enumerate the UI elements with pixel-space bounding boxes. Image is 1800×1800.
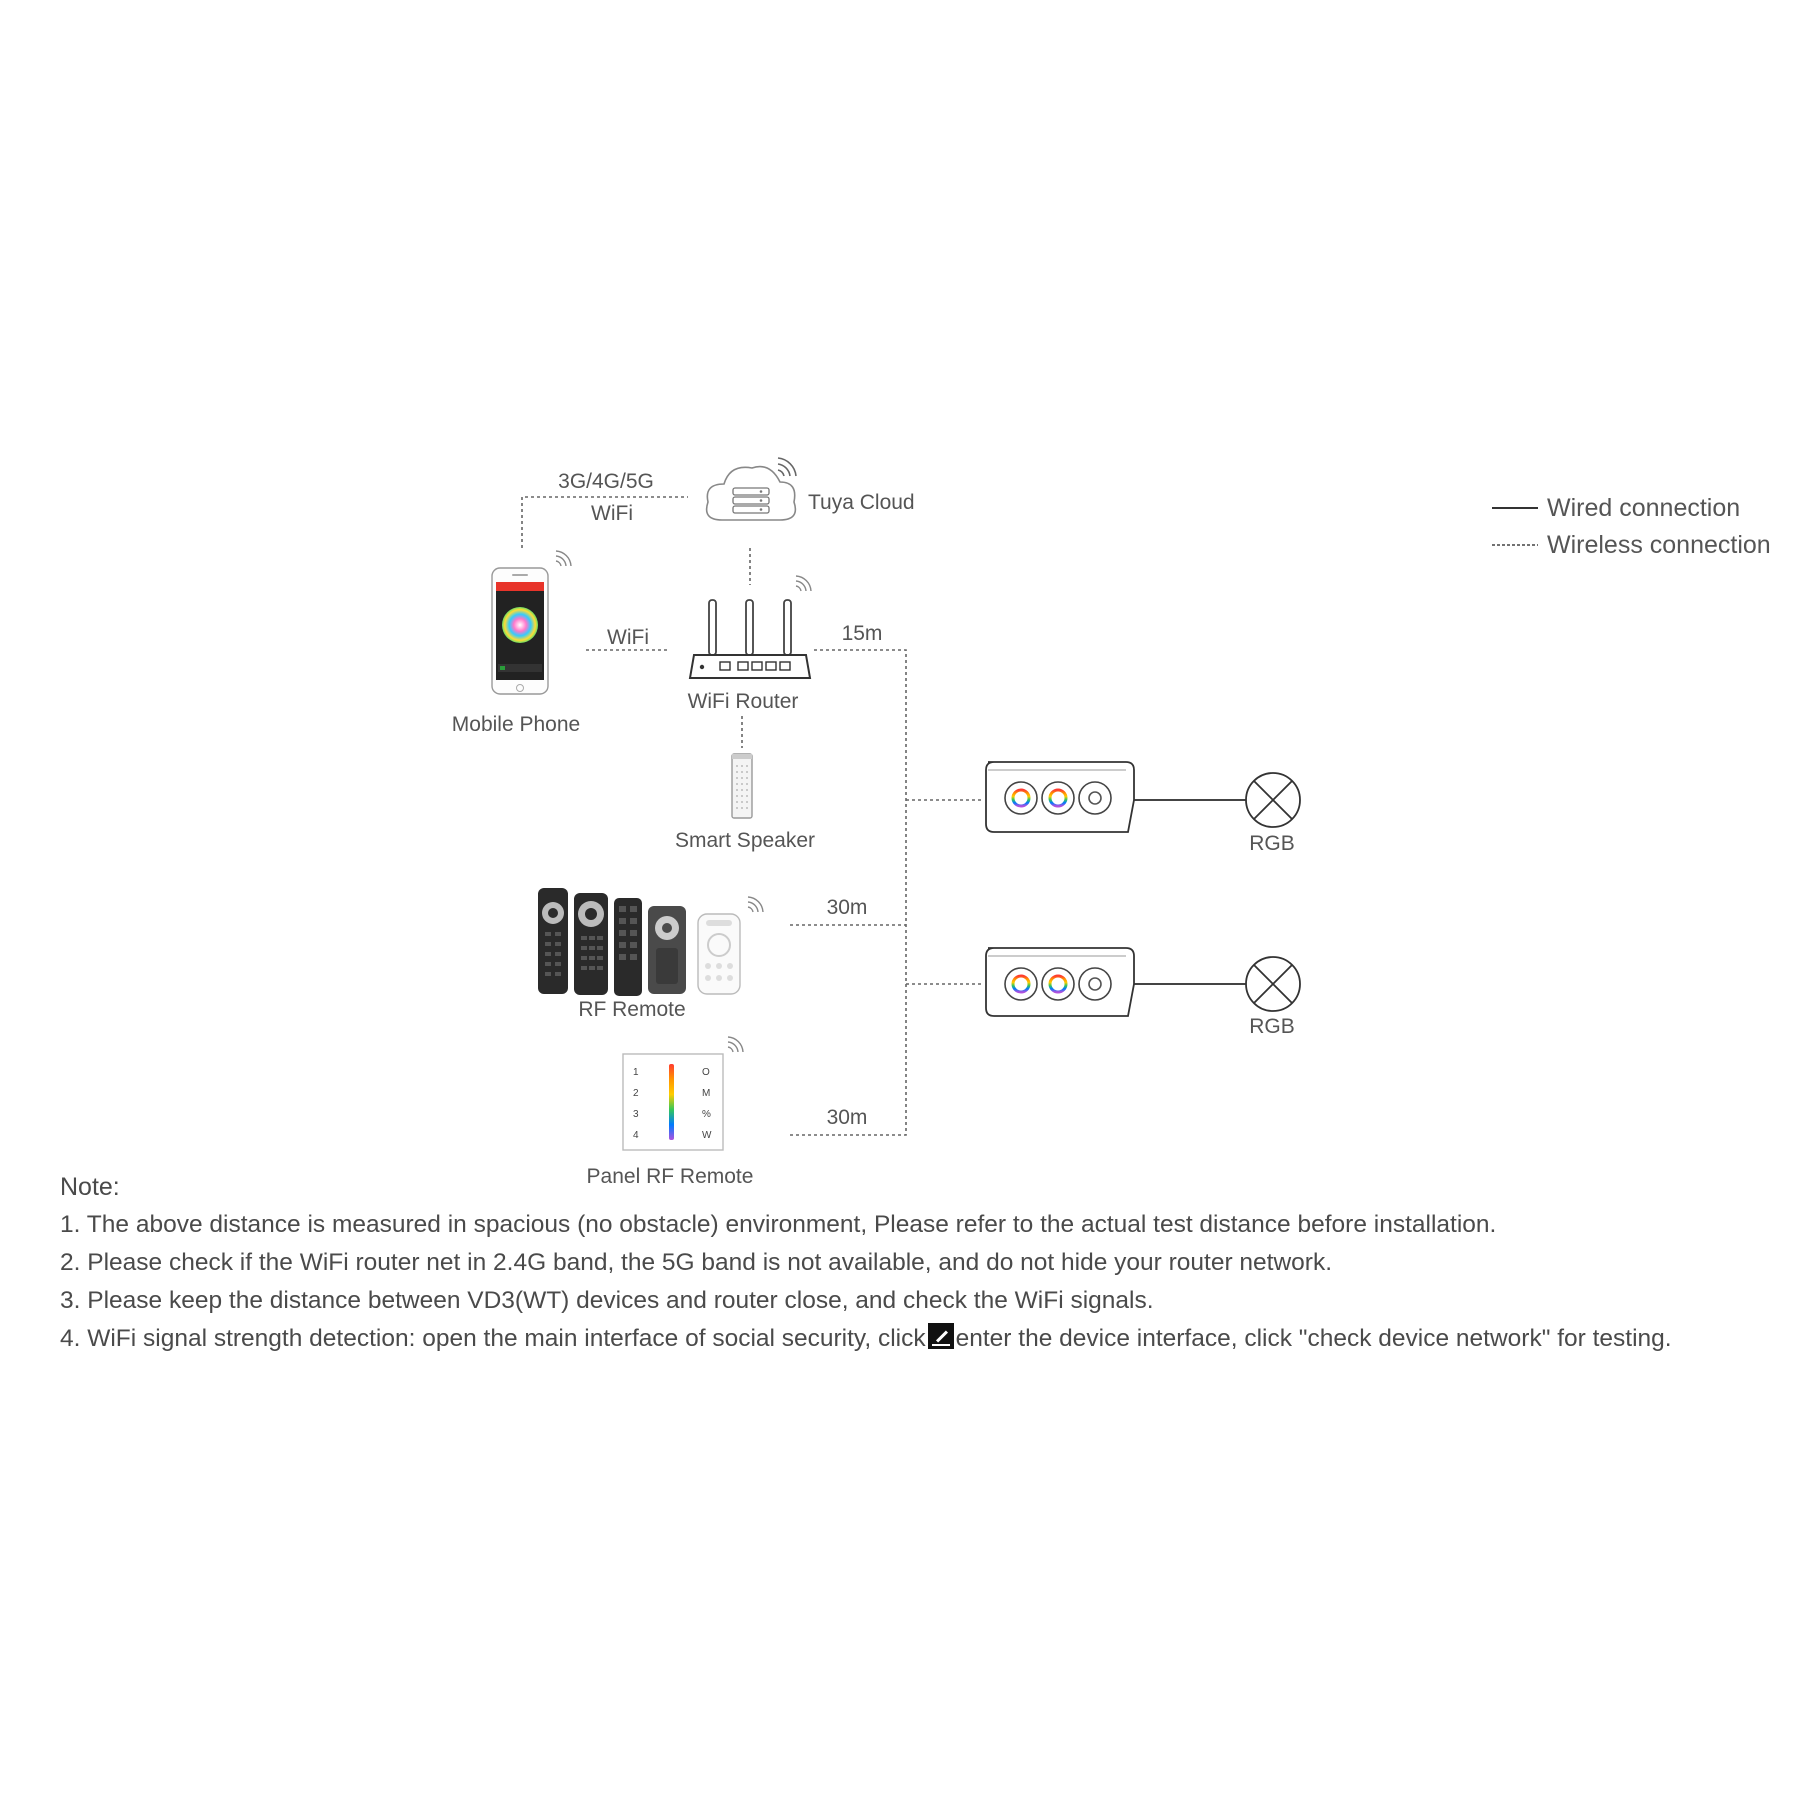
wired-lines: [1134, 800, 1246, 984]
rf-distance-label: 30m: [826, 896, 868, 919]
panel-key-percent: %: [702, 1109, 711, 1120]
wifi-signal-icon: [748, 897, 763, 912]
legend: [1492, 494, 1771, 559]
phone-wifi-label: WiFi: [607, 626, 649, 649]
network-label-bottom: WiFi: [591, 502, 633, 525]
note-2: 2. Please check if the WiFi router net in 2.4G band, the 5G band is not available, and do not hide your router network.: [60, 1249, 1333, 1276]
rgb-label-2: RGB: [1249, 1015, 1295, 1038]
note-3: 3. Please keep the distance between VD3(WT) devices and router close, and check the WiFi signals.: [60, 1287, 1154, 1314]
wifi-signal-icon: [796, 576, 811, 591]
speaker-label: Smart Speaker: [674, 829, 816, 852]
led-controller-icon: [986, 948, 1134, 1016]
notes-title: Note:: [60, 1173, 120, 1201]
lamp-icon: [1246, 957, 1300, 1011]
network-label-top: 3G/4G/5G: [558, 470, 654, 493]
wifi-signal-icon: [728, 1037, 743, 1052]
router-label: WiFi Router: [687, 690, 799, 713]
note-4: [60, 1320, 1760, 1358]
notes-section: [60, 1168, 1760, 1358]
rgb-label-1: RGB: [1249, 832, 1295, 855]
note-4-after: enter the device interface, click "check device network" for testing.: [955, 1325, 1672, 1352]
rf-remote-icon: [538, 888, 740, 996]
panel-key-1: 1: [633, 1067, 639, 1078]
mobile-phone-icon: [492, 568, 548, 694]
panel-key-2: 2: [633, 1088, 639, 1099]
router-distance-label: 15m: [841, 622, 883, 645]
wifi-signal-icon: [556, 551, 571, 566]
panel-key-o: O: [702, 1067, 710, 1078]
phone-label: Mobile Phone: [451, 713, 581, 736]
led-controller-icon: [986, 762, 1134, 832]
smart-speaker-icon: [732, 754, 752, 818]
panel-key-4: 4: [633, 1130, 639, 1141]
panel-remote-label: Panel RF Remote: [586, 1165, 754, 1188]
lamp-icon: [1246, 773, 1300, 827]
edit-icon: [928, 1323, 954, 1349]
cloud-label: Tuya Cloud: [808, 491, 915, 514]
wifi-router-icon: [690, 600, 810, 678]
panel-key-w: W: [702, 1130, 712, 1141]
note-4-before: 4. WiFi signal strength detection: open the main interface of social security, click: [60, 1325, 926, 1352]
panel-key-3: 3: [633, 1109, 639, 1120]
legend-wireless-label: Wireless connection: [1547, 531, 1771, 559]
panel-distance-label: 30m: [826, 1106, 868, 1129]
note-1: 1. The above distance is measured in spacious (no obstacle) environment, Please refer to the actual test distance before installation.: [60, 1211, 1497, 1238]
rf-remote-label: RF Remote: [578, 998, 686, 1021]
cloud-server-icon: [707, 467, 796, 520]
diagram-labels: [452, 470, 1295, 1188]
panel-key-m: M: [702, 1088, 711, 1099]
wifi-signal-icon: [778, 458, 796, 476]
legend-wired-label: Wired connection: [1547, 494, 1741, 522]
